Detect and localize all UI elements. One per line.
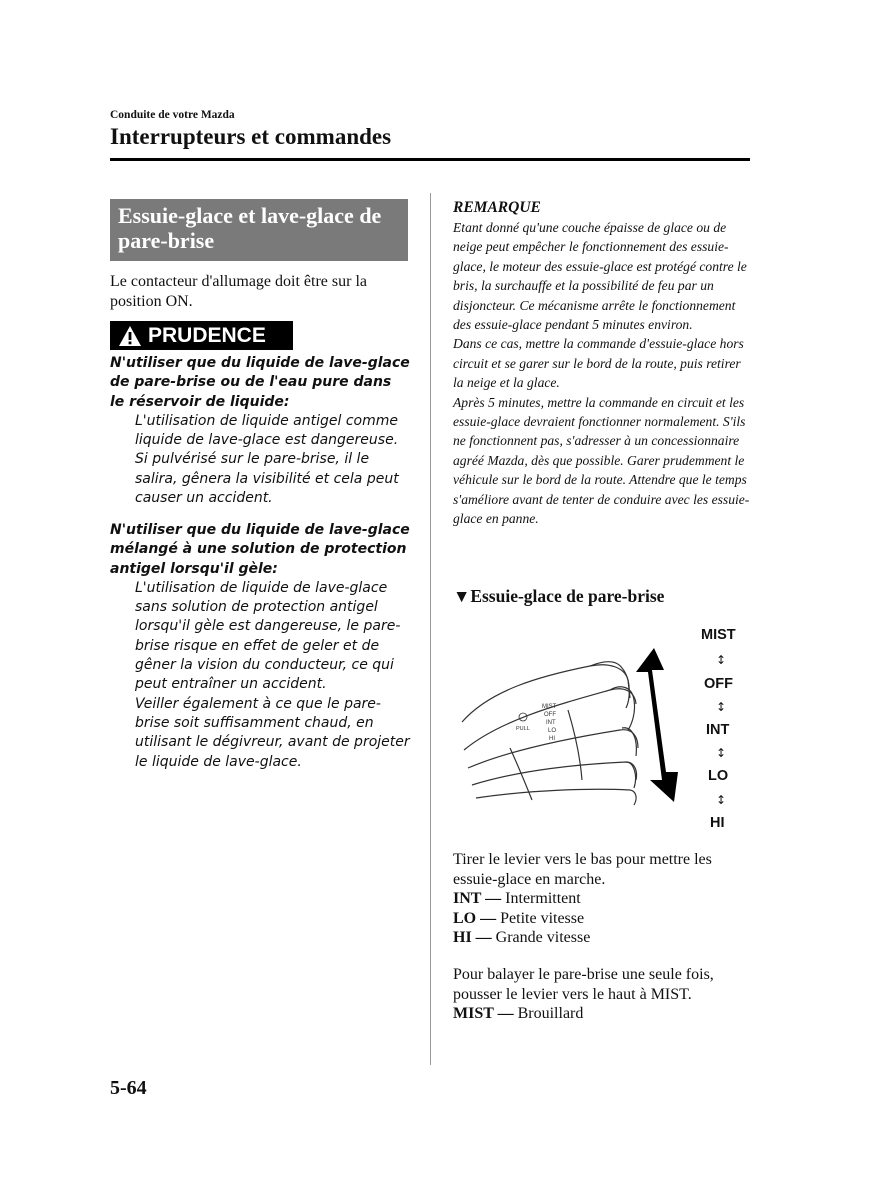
remark-paragraph: Etant donné qu'une couche épaisse de glace ou de neige peut empêcher le fonctionnement des essuie-glace, le moteur des essuie-glace est protégé contre le bris, la surchauffe et la possibilité de feu par un disjoncteur. Ce mécanisme arrête le fonctionnement des essuie-glace pendant 5 minutes environ. <box>453 220 747 333</box>
mode-label: Brouillard <box>517 1005 584 1022</box>
subsection-title <box>453 586 664 607</box>
mode-label: Grande vitesse <box>495 929 591 946</box>
triangle-down-icon: ▼ <box>453 586 471 606</box>
warning-icon <box>118 325 142 347</box>
lever-label: HI <box>549 736 555 742</box>
position-hi: HI <box>710 815 725 831</box>
lever-label: INT <box>546 720 556 726</box>
remark-text <box>453 218 753 529</box>
desc-intro: Tirer le levier vers le bas pour mettre les essuie-glace en marche. <box>453 851 712 888</box>
mode-code: INT <box>453 890 482 907</box>
caution-item <box>110 521 410 772</box>
wiper-lever-diagram <box>450 620 750 835</box>
mode-dash: — <box>476 909 501 927</box>
caution-label: PRUDENCE <box>148 323 266 347</box>
section-title: Interrupteurs et commandes <box>110 124 392 149</box>
lever-label: LO <box>548 728 557 734</box>
caution-lead: N'utiliser que du liquide de lave-glace de pare-brise ou de l'eau pure dans le réservoir de liquide: <box>110 355 410 410</box>
column-divider <box>430 193 431 1065</box>
caution-body: L'utilisation de liquide antigel comme liquide de lave-glace est dangereuse. Si pulvérisé sur le pare-brise, il le salira, gênera la visibilité et cela peut causer un accident. <box>135 412 399 507</box>
caution-body: Veiller également à ce que le pare-brise soit suffisamment chaud, en utilisant le dégivreur, avant de projeter le liquide de lave-glace. <box>135 695 410 770</box>
position-off: OFF <box>704 676 733 692</box>
lever-label: MIST <box>542 704 557 710</box>
mode-label: Intermittent <box>505 890 581 907</box>
position-mist: MIST <box>701 627 736 643</box>
caution-banner <box>110 321 293 350</box>
svg-text:↕: ↕ <box>716 793 727 807</box>
remark-paragraph: Dans ce cas, mettre la commande d'essuie-glace hors circuit et se garer sur le bord de la route, puis retirer la neige et la glace. <box>453 336 744 391</box>
mode-dash: — <box>471 929 496 946</box>
mist-description <box>453 965 753 1024</box>
lever-pull-label: PULL <box>516 726 530 732</box>
page-number: 5-64 <box>110 1077 147 1099</box>
wiper-description <box>453 850 753 948</box>
svg-text:↕: ↕ <box>716 653 727 667</box>
intro-text: Le contacteur d'allumage doit être sur la position ON. <box>110 273 367 310</box>
lever-label: OFF <box>544 712 556 718</box>
svg-text:↕: ↕ <box>716 700 727 714</box>
mode-code: LO <box>453 909 477 927</box>
mist-intro: Pour balayer le pare-brise une seule fois, pousser le levier vers le haut à MIST. <box>453 966 714 1003</box>
caution-item <box>110 354 410 508</box>
topic-heading: Essuie-glace et lave-glace de pare-brise <box>110 199 408 261</box>
mode-dash: — <box>493 1005 518 1022</box>
remark-block <box>453 198 753 529</box>
position-int: INT <box>706 722 730 738</box>
mode-code: MIST <box>453 1005 494 1022</box>
double-arrow-icon <box>636 648 678 802</box>
mode-dash: — <box>481 890 506 907</box>
remark-title: REMARQUE <box>453 199 541 216</box>
caution-lead: N'utiliser que du liquide de lave-glace mélangé à une solution de protection antigel lorsqu'il gèle: <box>110 522 410 577</box>
position-lo: LO <box>708 768 729 784</box>
caution-body: L'utilisation de liquide de lave-glace sans solution de protection antigel lorsqu'il gèle est dangereuse, le pare-brise risque en effet de geler et de gêner la vision du conducteur, ce qui peut entraîner un accident. <box>135 579 401 693</box>
subsection-label: Essuie-glace de pare-brise <box>470 586 665 606</box>
header-rule <box>110 158 750 161</box>
mode-label: Petite vitesse <box>500 909 585 927</box>
remark-paragraph: Après 5 minutes, mettre la commande en circuit et les essuie-glace devraient fonctionner normalement. S'ils ne fonctionnent pas, s'adresser à un concessionnaire agréé Mazda, dès que possible. Garer prudemment le véhicule sur le bord de la route. Attendre que le temps s'améliore avant de tenter de conduire avec les essuie-glace en panne. <box>453 394 750 527</box>
chapter-title: Conduite de votre Mazda <box>110 109 235 121</box>
mode-code: HI <box>453 929 472 946</box>
svg-text:↕: ↕ <box>716 746 727 760</box>
